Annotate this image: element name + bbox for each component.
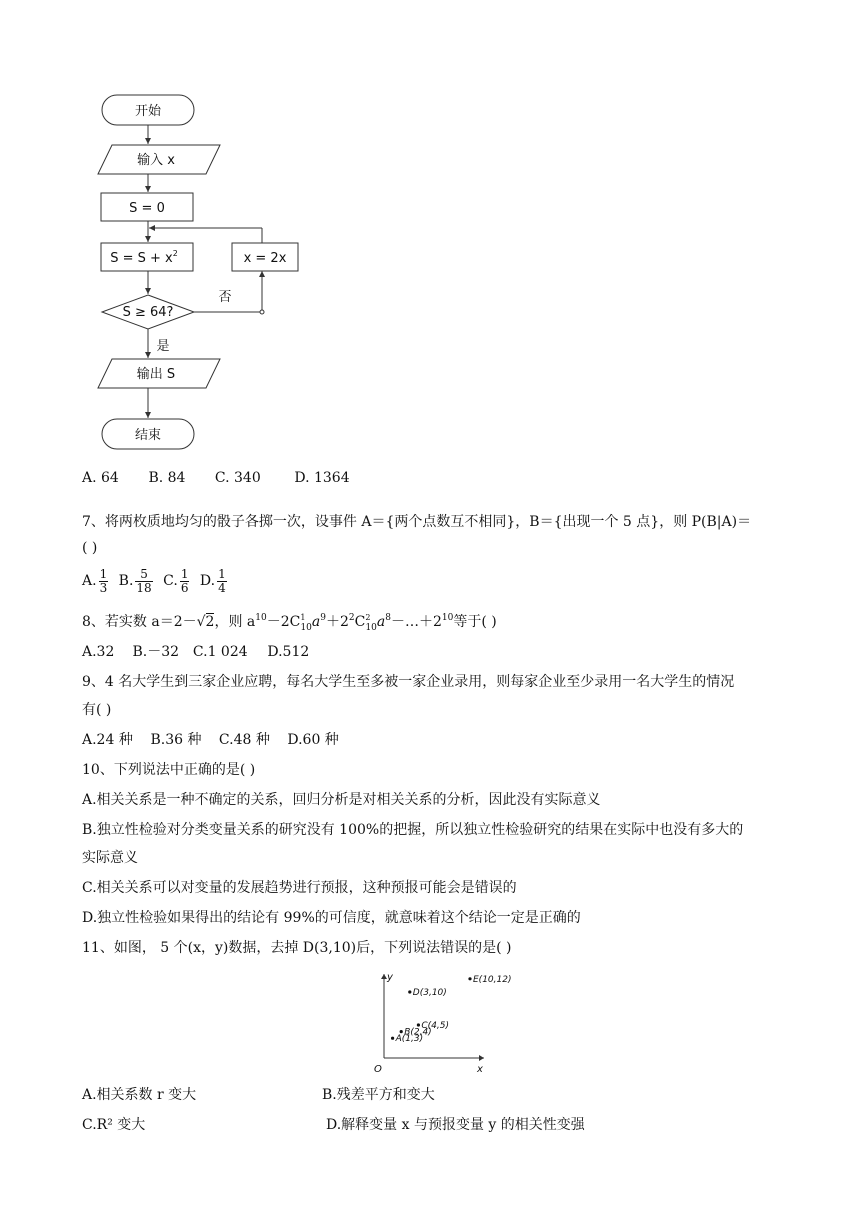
q11-point-1 <box>400 1030 403 1033</box>
q9-option-d[interactable]: D.60 种 <box>287 732 339 748</box>
q11-point-4 <box>468 977 471 980</box>
flow-output-label: 输出 S <box>136 367 176 382</box>
q8-stem: 8、若实数 a＝2－√2，则 $a^{10}-2C^1_{10}a^9+2^2C^2_{10}a^8-\dots+2^{10}$等于( ) <box>82 613 497 633</box>
q10-option-c[interactable]: C.相关关系可以对变量的发展趋势进行预报，这种预报可能会是错误的 <box>82 880 517 896</box>
q7-option-c[interactable]: C. $\frac{1}{6}$ <box>163 566 189 595</box>
flow-end-label: 结束 <box>134 428 162 443</box>
q10-option-d[interactable]: D.独立性检验如果得出的结论有 99%的可信度，就意味着这个结论一定是正确的 <box>82 910 581 926</box>
q11-axis-y-label: y <box>387 972 393 983</box>
flow-condition-label: S ≥ 64? <box>122 305 174 320</box>
q11-option-a[interactable]: A.相关系数 r 变大 <box>82 1087 197 1103</box>
flow-init-label: S = 0 <box>129 201 165 216</box>
q6-options <box>82 468 350 488</box>
flowchart <box>90 88 320 458</box>
sqrt-icon: √ <box>196 614 206 630</box>
flow-start-label: 开始 <box>134 104 162 119</box>
q6-option-b[interactable]: B. 84 <box>148 470 186 486</box>
q8-option-c[interactable]: C.1 024 <box>192 644 248 660</box>
q7-stem: 7、将两枚质地均匀的骰子各掷一次，设事件 A＝{两个点数互不相同}，B＝{出现一个 5 点}，则 P(B|A)＝ <box>82 514 752 530</box>
q11-origin-label: O <box>374 1064 382 1075</box>
q11-point-label-4: E(10,12) <box>473 974 512 985</box>
flow-double-label: x = 2x <box>243 251 287 266</box>
q11-option-d[interactable]: D.解释变量 x 与预报变量 y 的相关性变强 <box>326 1117 585 1133</box>
q11-scatter-plot <box>360 966 512 1076</box>
q7-option-b[interactable]: B. $\frac{5}{18}$ <box>118 566 152 595</box>
q11-point-label-1: B(2,4) <box>404 1027 432 1038</box>
flow-input-label: 输入 x <box>137 153 175 168</box>
q6-option-a[interactable]: A. 64 <box>82 470 119 486</box>
q8-option-a[interactable]: A.32 <box>82 644 115 660</box>
flow-update-label: $S = S + x^2$ <box>110 249 178 266</box>
q6-option-d[interactable]: D. 1364 <box>294 470 350 486</box>
q11-point-0 <box>391 1037 394 1040</box>
q11-point-label-3: D(3,10) <box>412 988 447 998</box>
q8-option-d[interactable]: D.512 <box>267 644 310 660</box>
q11-option-b[interactable]: B.残差平方和变大 <box>322 1087 435 1103</box>
q11-point-3 <box>408 990 411 993</box>
q8-option-b[interactable]: B.－32 <box>132 644 180 660</box>
q10-stem: 10、下列说法中正确的是( ) <box>82 762 256 778</box>
q11-point-label-0: A(1,3) <box>395 1034 424 1045</box>
q9-option-b[interactable]: B.36 种 <box>150 732 202 748</box>
q6-option-c[interactable]: C. 340 <box>214 470 261 486</box>
q10-option-b-cont: 实际意义 <box>82 850 138 866</box>
q7-option-a[interactable]: A. $\frac{1}{3}$ <box>82 566 108 595</box>
q9-options <box>82 730 339 750</box>
q9-option-a[interactable]: A.24 种 <box>82 732 133 748</box>
q7-option-d[interactable]: D. $\frac{1}{4}$ <box>199 566 226 595</box>
q10-option-a[interactable]: A.相关关系是一种不确定的关系，回归分析是对相关关系的分析，因此没有实际意义 <box>82 792 601 808</box>
q11-point-label-2: C(4,5) <box>421 1021 450 1031</box>
q11-option-c[interactable]: C.R² 变大 <box>82 1117 146 1133</box>
q10-option-b[interactable]: B.独立性检验对分类变量关系的研究没有 100%的把握，所以独立性检验研究的结果在实际中也没有多大的 <box>82 822 744 838</box>
q9-option-c[interactable]: C.48 种 <box>218 732 270 748</box>
flow-no-label: 否 <box>218 290 232 305</box>
q7-stem-cont: ( ) <box>82 540 98 556</box>
flow-yes-label: 是 <box>156 339 170 354</box>
q7-options <box>82 566 229 596</box>
q11-point-2 <box>417 1023 420 1026</box>
q11-stem: 11、如图， 5 个(x，y)数据，去掉 D(3,10)后，下列说法错误的是( ) <box>82 940 512 956</box>
q9-stem: 9、4 名大学生到三家企业应聘，每名大学生至多被一家企业录用，则每家企业至少录用一名大学生的情况 <box>82 674 735 690</box>
q8-options <box>82 642 309 662</box>
q9-stem-cont: 有( ) <box>82 702 112 718</box>
q11-axis-x-label: x <box>477 1064 483 1075</box>
